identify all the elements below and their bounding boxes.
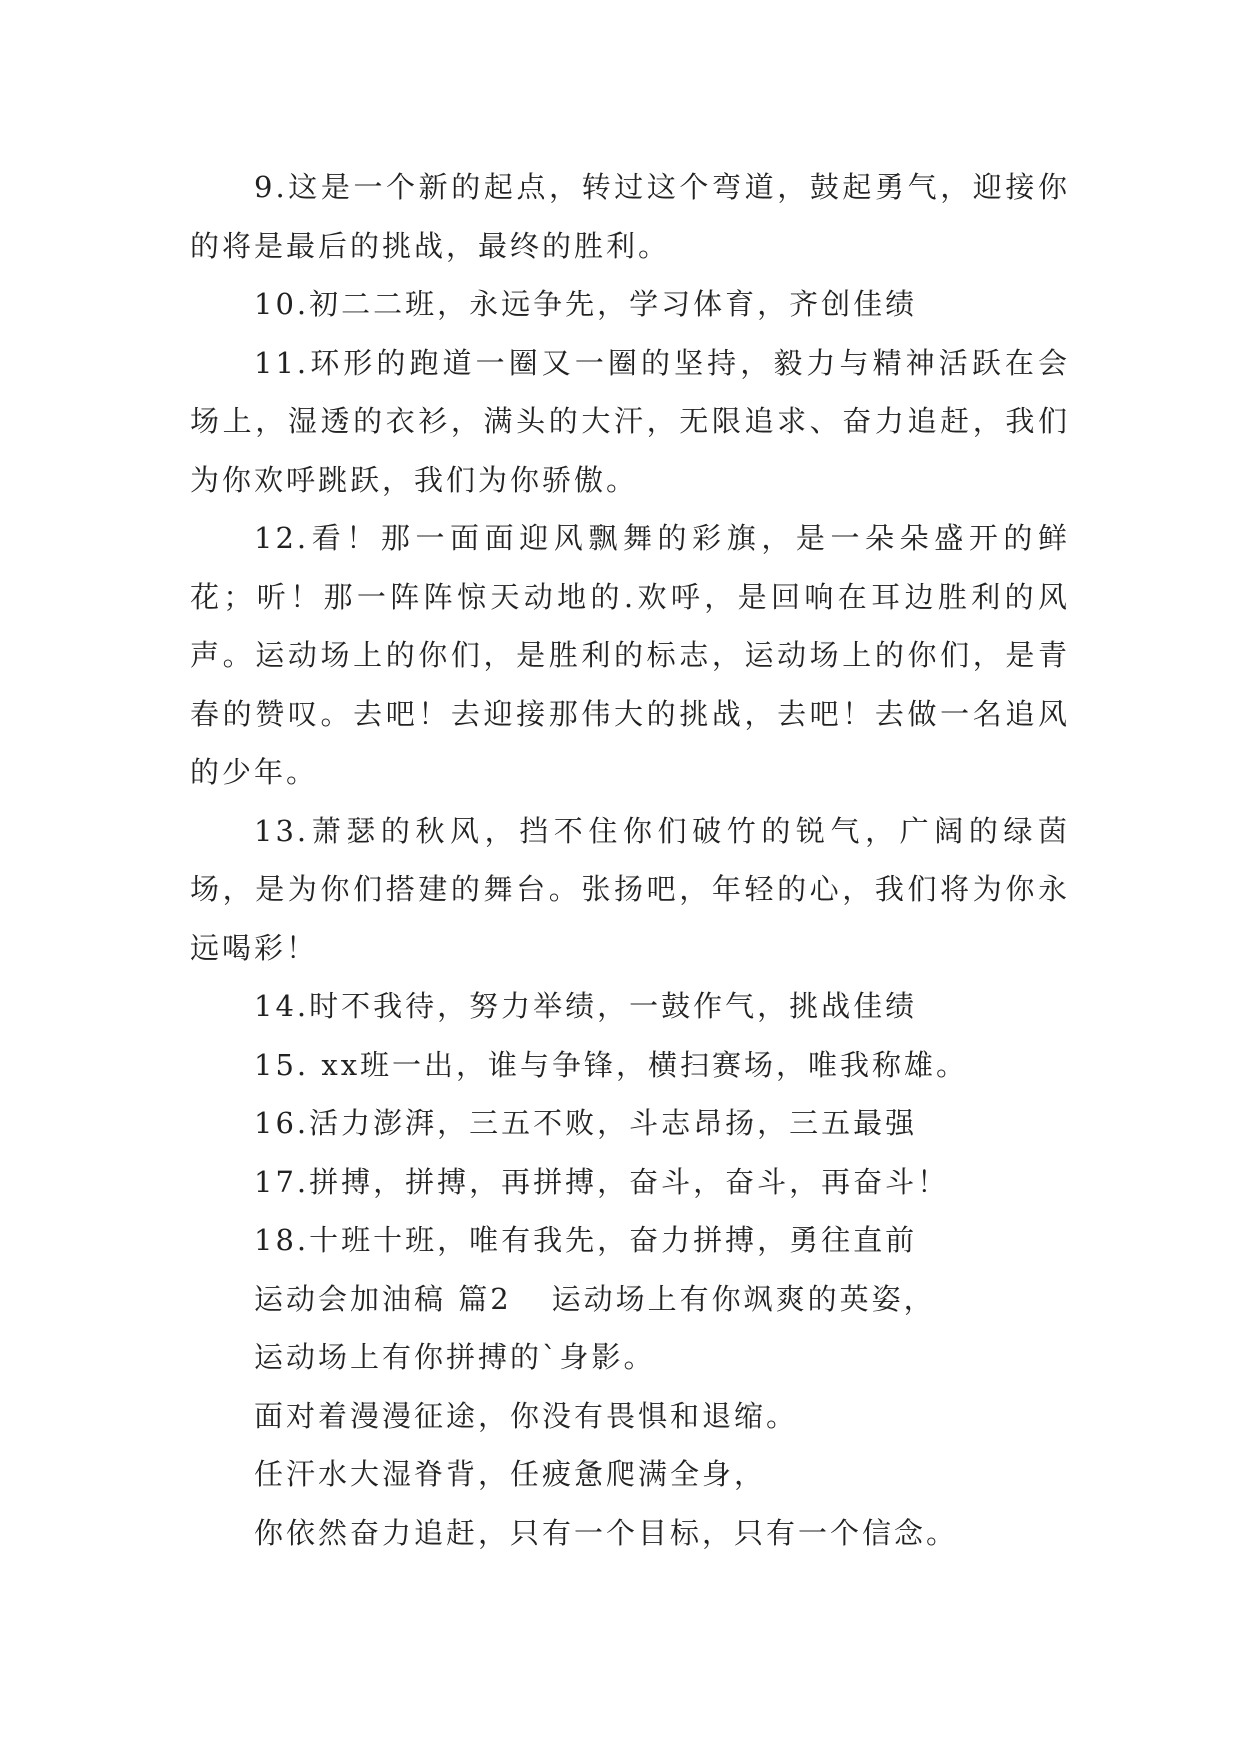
slogan-paragraph-9: 9.这是一个新的起点，转过这个弯道，鼓起勇气，迎接你的将是最后的挑战，最终的胜利。 (190, 170, 1070, 263)
section-heading-line (190, 1270, 1070, 1329)
slogan-paragraph-16: 16.活力澎湃，三五不败，斗志昂扬，三五最强 (254, 1106, 918, 1140)
poem-line-4: 任汗水大湿脊背，任疲惫爬满全身， (254, 1457, 767, 1491)
slogan-paragraph-18: 18.十班十班，唯有我先，奋力拼搏，勇往直前 (254, 1223, 918, 1257)
slogan-paragraph-17: 17.拼搏，拼搏，再拼搏，奋斗，奋斗，再奋斗！ (254, 1164, 950, 1199)
slogan-paragraph-10: 10.初二二班，永远争先，学习体育，齐创佳绩 (254, 287, 918, 321)
poem-line-2: 运动场上有你拼搏的`身影。 (254, 1340, 656, 1374)
document-body (190, 158, 1070, 1562)
poem-line-5: 你依然奋力追赶，只有一个目标，只有一个信念。 (254, 1515, 959, 1550)
slogan-paragraph-13: 13.萧瑟的秋风，挡不住你们破竹的锐气，广阔的绿茵场，是为你们搭建的舞台。张扬吧，年轻的心，我们将为你永远喝彩！ (190, 813, 1070, 965)
poem-line-1: 运动场上有你飒爽的英姿， (551, 1281, 936, 1316)
section-heading: 运动会加油稿 篇2 (254, 1281, 512, 1316)
slogan-paragraph-15: 15. xx班一出，谁与争锋，横扫赛场，唯我称雄。 (254, 1047, 969, 1082)
slogan-paragraph-12: 12.看！那一面面迎风飘舞的彩旗，是一朵朵盛开的鲜花；听！那一阵阵惊天动地的.欢呼，是回响在耳边胜利的风声。运动场上的你们，是胜利的标志，运动场上的你们，是青春的赞叹。去吧！去迎接那伟大的挑战，去吧！去做一名追风的少年。 (190, 521, 1070, 789)
slogan-paragraph-14: 14.时不我待，努力举绩，一鼓作气，挑战佳绩 (254, 989, 918, 1023)
poem-line-3: 面对着漫漫征途，你没有畏惧和退缩。 (254, 1398, 799, 1433)
slogan-paragraph-11: 11.环形的跑道一圈又一圈的坚持，毅力与精神活跃在会场上，湿透的衣衫，满头的大汗，无限追求、奋力追赶，我们为你欢呼跳跃，我们为你骄傲。 (190, 345, 1070, 497)
